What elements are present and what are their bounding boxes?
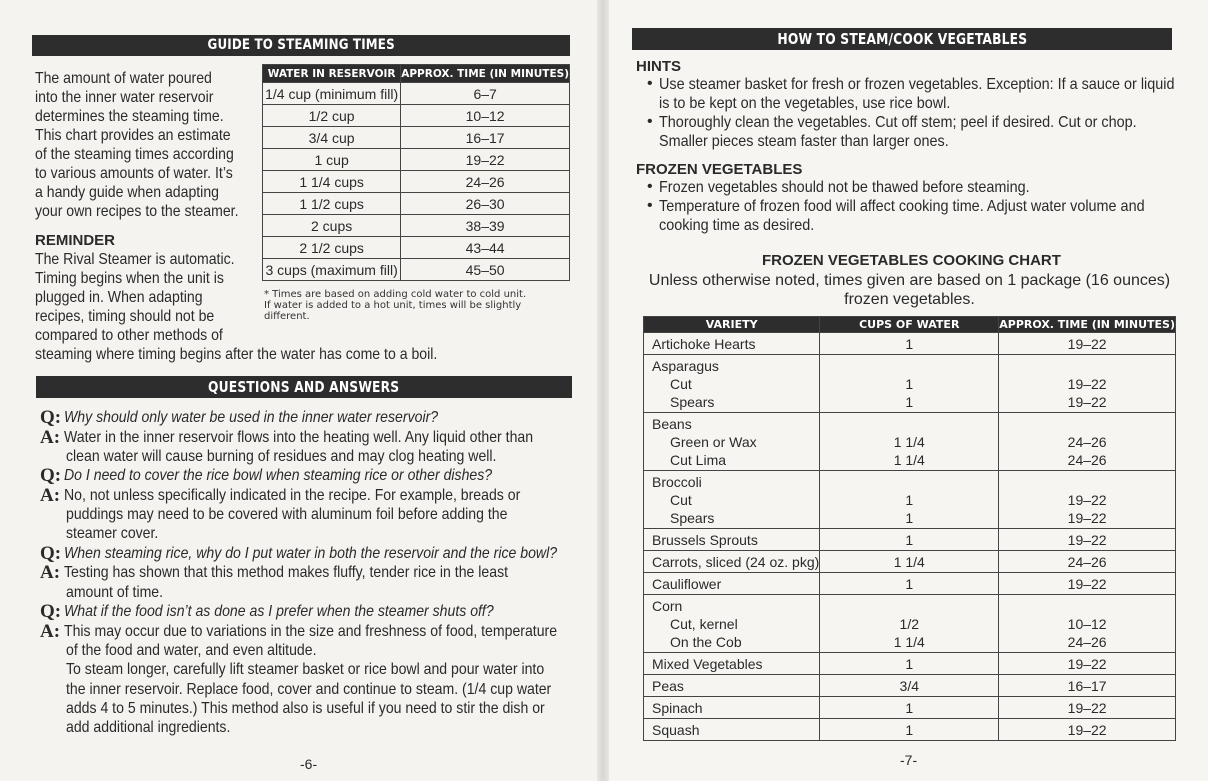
frozen-heading: FROZEN VEGETABLES — [636, 161, 803, 178]
intro-line: to various amounts of water. It’s — [35, 165, 233, 182]
hint-line: is to be kept on the vegetables, use rice bowl. — [659, 95, 951, 112]
water-table-row — [263, 215, 570, 237]
water-amount-cell: 3 cups (maximum fill) — [263, 259, 401, 281]
intro-line: This chart provides an estimate — [35, 127, 231, 144]
answer-line: steamer cover. — [66, 525, 159, 543]
cups-value: 1 — [905, 376, 914, 392]
variety-cell — [644, 653, 820, 675]
time-cell — [999, 719, 1176, 741]
time-value — [999, 357, 1175, 375]
time-value: 19–22 — [1067, 576, 1107, 592]
water-amount-cell: 1/2 cup — [263, 105, 401, 127]
variety-subtype: Spears — [670, 394, 715, 410]
water-amount-cell: 1 1/2 cups — [263, 193, 401, 215]
answer-label: A: — [40, 484, 61, 506]
time-column-header: APPROX. TIME (IN MINUTES) — [401, 65, 570, 83]
cups-value: 1 — [905, 656, 914, 672]
cups-cell — [820, 333, 999, 355]
variety-subtype: On the Cob — [670, 634, 742, 650]
cups-value — [820, 597, 998, 615]
guide-title-banner — [32, 35, 570, 56]
cups-cell — [820, 355, 999, 413]
time-value — [999, 415, 1175, 433]
cups-cell — [820, 413, 999, 471]
water-amount-cell: 1 1/4 cups — [263, 171, 401, 193]
water-table-row — [263, 193, 570, 215]
cups-value: 3/4 — [899, 678, 919, 694]
answer-line: clean water will cause burning of residues and may clog heating well. — [66, 447, 497, 465]
water-table-row — [263, 171, 570, 193]
answer-line: the inner reservoir. Replace food, cover and continue to steam. (1/4 cup water — [66, 680, 552, 698]
time-cell: 26–30 — [401, 193, 570, 215]
variety-cell — [644, 551, 820, 573]
answer-line: No, not unless specifically indicated in the recipe. For example, breads or — [64, 486, 521, 504]
cups-value: 1 — [905, 510, 914, 526]
time-cell — [999, 413, 1176, 471]
answer-line: adds 4 to 5 minutes.) This method also is useful if you need to stir the dish or — [66, 699, 545, 717]
variety-cell — [644, 529, 820, 551]
intro-line: determines the steaming time. — [35, 108, 224, 125]
cups-cell — [820, 595, 999, 653]
time-cell — [999, 675, 1176, 697]
time-value: 19–22 — [1067, 510, 1107, 526]
cups-value: 1 — [905, 722, 914, 738]
footnote-line: * Times are based on adding cold water to cold unit. — [264, 289, 527, 300]
cups-value — [820, 473, 998, 491]
time-cell: 38–39 — [401, 215, 570, 237]
question-label: Q: — [40, 542, 62, 564]
time-value: 19–22 — [1067, 336, 1107, 352]
guide-title: GUIDE TO STEAMING TIMES — [207, 37, 395, 53]
water-amount-cell: 3/4 cup — [263, 127, 401, 149]
time-cell: 6–7 — [401, 83, 570, 105]
cups-value: 1 — [905, 492, 914, 508]
time-cell: 45–50 — [401, 259, 570, 281]
time-value: 19–22 — [1067, 722, 1107, 738]
reminder-line: Timing begins when the unit is — [35, 270, 224, 287]
variety-name: Corn — [652, 598, 683, 614]
cups-value: 1 1/4 — [893, 434, 925, 450]
time-cell — [999, 595, 1176, 653]
chart-row — [644, 529, 1176, 551]
approx-time-column-header: APPROX. TIME (IN MINUTES) — [999, 318, 1175, 331]
water-table-row — [263, 149, 570, 171]
chart-row — [644, 697, 1176, 719]
bullet-dot: • — [647, 197, 653, 214]
hint-line: Smaller pieces steam faster than larger ones. — [659, 133, 949, 150]
intro-line: into the inner water reservoir — [35, 89, 214, 106]
time-cell — [999, 697, 1176, 719]
question-text: Do I need to cover the rice bowl when steaming rice or other dishes? — [64, 467, 493, 485]
reminder-line: plugged in. When adapting — [35, 289, 203, 306]
water-table-row — [263, 83, 570, 105]
how-to-title-banner — [632, 28, 1172, 50]
time-cell: 16–17 — [401, 127, 570, 149]
answer-line: Testing has shown that this method makes fluffy, tender rice in the least — [64, 564, 509, 582]
time-cell — [999, 573, 1176, 595]
page-number-right: -7- — [900, 752, 918, 768]
variety-subtype: Cut, kernel — [670, 616, 738, 632]
bullet-dot: • — [647, 178, 653, 195]
hints-heading: HINTS — [636, 58, 681, 75]
water-table-row — [263, 237, 570, 259]
water-column-header: WATER IN RESERVOIR — [263, 65, 401, 83]
time-value: 19–22 — [1067, 376, 1107, 392]
answer-line: of the food and water, and even altitude. — [66, 642, 317, 659]
chart-heading: FROZEN VEGETABLES COOKING CHART — [762, 252, 1061, 269]
variety-cell — [644, 697, 820, 719]
variety-name: Squash — [652, 722, 700, 738]
cups-value — [820, 415, 998, 433]
time-value: 19–22 — [1067, 532, 1107, 548]
variety-cell — [644, 413, 820, 471]
variety-name: Artichoke Hearts — [652, 336, 756, 352]
hint-line: Temperature of frozen food will affect cooking time. Adjust water volume and — [659, 198, 1145, 215]
cups-cell — [820, 675, 999, 697]
variety-name: Carrots, sliced (24 oz. pkg) — [652, 554, 820, 570]
bullet-dot: • — [647, 113, 653, 130]
water-amount-cell: 1/4 cup (minimum fill) — [263, 83, 401, 105]
cups-cell — [820, 653, 999, 675]
footnote-line: If water is added to a hot unit, times will be slightly — [264, 300, 522, 311]
water-table-row — [263, 127, 570, 149]
variety-cell — [644, 355, 820, 413]
variety-subtype: Cut Lima — [670, 452, 727, 468]
answer-line: Water in the inner reservoir flows into the heating well. Any liquid other than — [64, 428, 534, 446]
answer-label: A: — [40, 426, 61, 448]
variety-name: Beans — [652, 416, 692, 432]
chart-row — [644, 355, 1176, 413]
time-value: 19–22 — [1067, 394, 1107, 410]
time-cell: 24–26 — [401, 171, 570, 193]
time-cell — [999, 653, 1176, 675]
cups-cell — [820, 697, 999, 719]
reminder-line: The Rival Steamer is automatic. — [35, 251, 235, 268]
question-text: What if the food isn’t as done as I prefer when the steamer shuts off? — [64, 603, 494, 621]
answer-label: A: — [40, 562, 61, 584]
frozen-vegetables-chart — [643, 316, 1176, 741]
answer-line: puddings may need to be covered with aluminum foil before adding the — [66, 506, 508, 524]
water-time-table — [262, 64, 570, 281]
chart-row — [644, 333, 1176, 355]
answer-line: To steam longer, carefully lift steamer basket or rice bowl and pour water into — [66, 661, 545, 679]
bullet-dot: • — [647, 75, 653, 92]
intro-line: a handy guide when adapting — [35, 184, 219, 201]
time-value: 24–26 — [1067, 634, 1107, 650]
answer-label: A: — [40, 620, 61, 642]
answer-line: This may occur due to variations in the size and freshness of food, temperature — [64, 622, 558, 640]
variety-name: Cauliflower — [652, 576, 722, 592]
intro-line: your own recipes to the steamer. — [35, 203, 239, 220]
water-table-row — [263, 259, 570, 281]
time-value: 24–26 — [1067, 434, 1107, 450]
question-text: When steaming rice, why do I put water in both the reservoir and the rice bowl? — [64, 544, 558, 562]
time-value: 19–22 — [1067, 700, 1107, 716]
variety-cell — [644, 675, 820, 697]
qa-title: QUESTIONS AND ANSWERS — [208, 378, 400, 396]
hint-line: Use steamer basket for fresh or frozen vegetables. Exception: If a sauce or liquid — [659, 76, 1175, 93]
cups-value: 1 1/4 — [893, 554, 925, 570]
time-cell — [999, 471, 1176, 529]
variety-cell — [644, 595, 820, 653]
variety-cell — [644, 333, 820, 355]
hint-line: cooking time as desired. — [659, 217, 815, 234]
chart-row — [644, 471, 1176, 529]
how-to-title: HOW TO STEAM/COOK VEGETABLES — [777, 30, 1027, 48]
variety-name: Spinach — [652, 700, 703, 716]
footnote-line: different. — [264, 311, 310, 322]
time-cell — [999, 333, 1176, 355]
chart-row — [644, 595, 1176, 653]
time-cell — [999, 355, 1176, 413]
water-amount-cell: 1 cup — [263, 149, 401, 171]
cups-value: 1 — [905, 700, 914, 716]
cups-cell — [820, 573, 999, 595]
variety-name: Peas — [652, 678, 684, 694]
variety-cell — [644, 573, 820, 595]
qa-title-banner — [36, 376, 572, 398]
chart-row — [644, 675, 1176, 697]
cups-value: 1 — [905, 336, 914, 352]
variety-subtype: Green or Wax — [670, 434, 757, 450]
question-label: Q: — [40, 601, 62, 623]
cups-cell — [820, 551, 999, 573]
hint-line: Thoroughly clean the vegetables. Cut off stem; peel if desired. Cut or chop. — [659, 114, 1137, 131]
cups-cell — [820, 471, 999, 529]
book-gutter — [597, 0, 609, 781]
variety-subtype: Cut — [670, 492, 692, 508]
intro-line: The amount of water poured — [35, 70, 212, 87]
hint-line: Frozen vegetables should not be thawed before steaming. — [659, 179, 1030, 196]
chart-row — [644, 719, 1176, 741]
reminder-line: recipes, timing should not be — [35, 308, 215, 325]
cups-value: 1 — [905, 532, 914, 548]
water-amount-cell: 2 cups — [263, 215, 401, 237]
time-value: 24–26 — [1067, 452, 1107, 468]
cups-value — [820, 357, 998, 375]
time-cell: 19–22 — [401, 149, 570, 171]
cups-cell — [820, 719, 999, 741]
time-cell: 10–12 — [401, 105, 570, 127]
variety-cell — [644, 471, 820, 529]
time-value: 19–22 — [1067, 492, 1107, 508]
chart-subtitle-line: Unless otherwise noted, times given are based on 1 package (16 ounces) — [648, 272, 1171, 289]
variety-name: Asparagus — [652, 358, 719, 374]
water-table-row — [263, 105, 570, 127]
time-value: 16–17 — [1067, 678, 1107, 694]
intro-line: of the steaming times according — [35, 146, 234, 163]
reminder-line: steaming where timing begins after the water has come to a boil. — [35, 346, 438, 363]
variety-name: Broccoli — [652, 474, 702, 490]
cups-value: 1 1/4 — [893, 634, 925, 650]
time-value — [999, 597, 1175, 615]
answer-line: add additional ingredients. — [66, 719, 231, 737]
variety-name: Brussels Sprouts — [652, 532, 758, 548]
time-value: 19–22 — [1067, 656, 1107, 672]
cups-value: 1 — [905, 576, 914, 592]
reminder-heading: REMINDER — [35, 232, 116, 249]
variety-column-header: VARIETY — [644, 317, 820, 333]
question-text: Why should only water be used in the inner water reservoir? — [64, 409, 439, 426]
cups-cell — [820, 529, 999, 551]
reminder-line: compared to other methods of — [35, 327, 223, 344]
time-cell: 43–44 — [401, 237, 570, 259]
chart-row — [644, 551, 1176, 573]
time-cell — [999, 529, 1176, 551]
cups-column-header: CUPS OF WATER — [820, 317, 999, 333]
chart-row — [644, 413, 1176, 471]
chart-row — [644, 573, 1176, 595]
water-amount-cell: 2 1/2 cups — [263, 237, 401, 259]
variety-name: Mixed Vegetables — [652, 656, 763, 672]
question-label: Q: — [40, 407, 62, 428]
variety-subtype: Cut — [670, 376, 692, 392]
cups-value: 1 — [905, 394, 914, 410]
answer-line: amount of time. — [66, 583, 164, 601]
variety-cell — [644, 719, 820, 741]
time-value: 10–12 — [1067, 616, 1107, 632]
page-number-left: -6- — [300, 756, 318, 772]
cups-value: 1/2 — [899, 616, 919, 632]
cups-value: 1 1/4 — [893, 452, 925, 468]
chart-subtitle-line: frozen vegetables. — [844, 291, 975, 308]
variety-subtype: Spears — [670, 510, 715, 526]
time-cell — [999, 551, 1176, 573]
chart-row — [644, 653, 1176, 675]
time-value: 24–26 — [1067, 554, 1107, 570]
question-label: Q: — [40, 465, 62, 487]
time-value — [999, 473, 1175, 491]
